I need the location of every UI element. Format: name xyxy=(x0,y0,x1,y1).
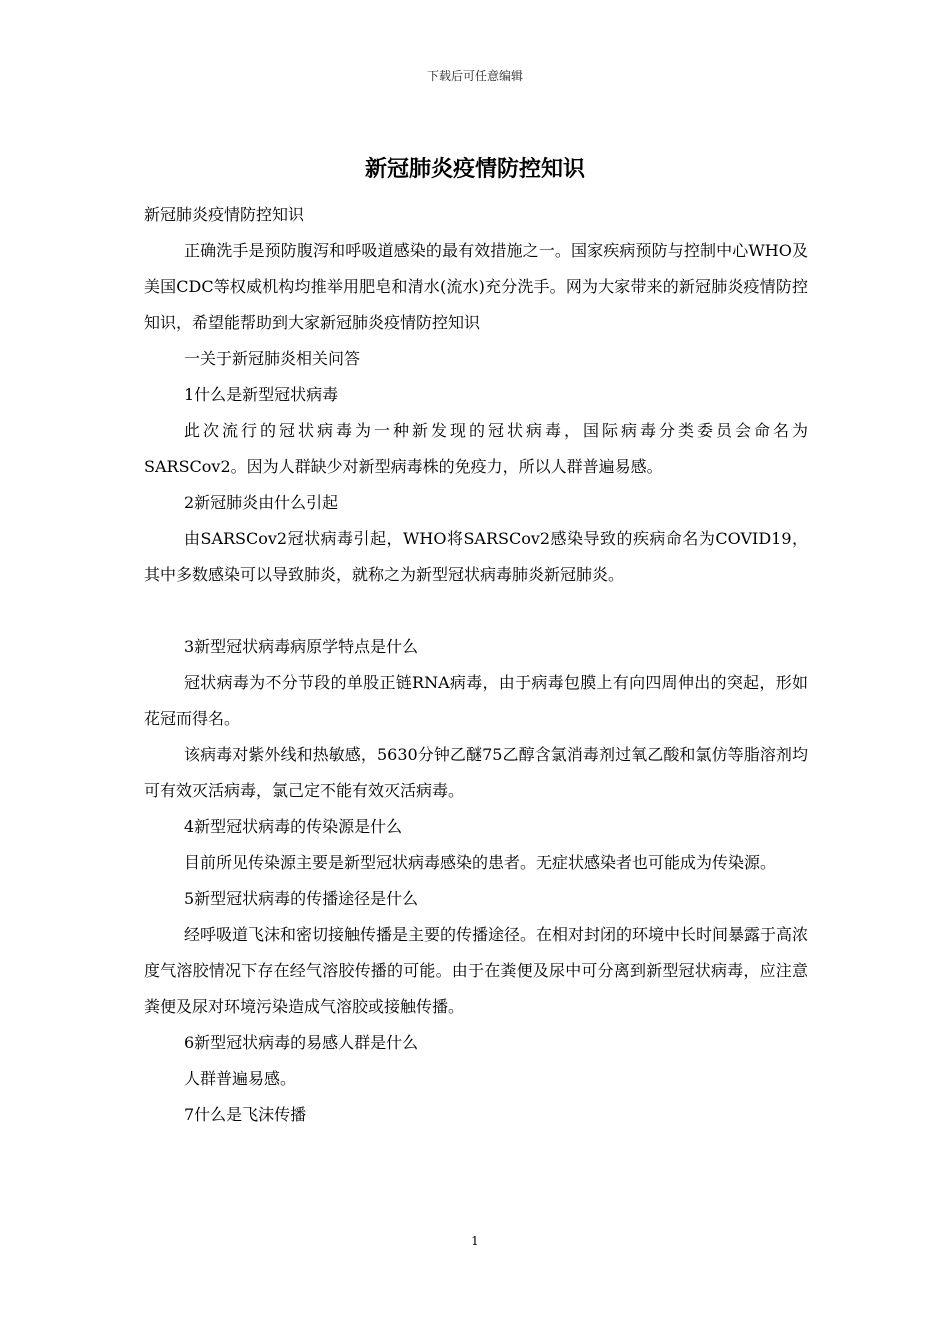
question-heading: 1什么是新型冠状病毒 xyxy=(184,385,339,404)
body-paragraph: 正确洗手是预防腹泻和呼吸道感染的最有效措施之一。国家疾病预防与控制中心WHO及美国CDC等权威机构均推举用肥皂和清水(流水)充分洗手。网为大家带来的新冠肺炎疫情防控知识，希望能帮助到大家新冠肺炎疫情防控知识 xyxy=(144,241,808,332)
body-paragraph: 此次流行的冠状病毒为一种新发现的冠状病毒，国际病毒分类委员会命名为SARSCov2。因为人群缺少对新型病毒株的免疫力，所以人群普遍易感。 xyxy=(144,421,808,476)
body-paragraph: 经呼吸道飞沫和密切接触传播是主要的传播途径。在相对封闭的环境中长时间暴露于高浓度气溶胶情况下存在经气溶胶传播的可能。由于在粪便及尿中可分离到新型冠状病毒，应注意粪便及尿对环境污染造成气溶胶或接触传播。 xyxy=(144,925,809,1016)
body-paragraph: 由SARSCov2冠状病毒引起，WHO将SARSCov2感染导致的疾病命名为COVID19，其中多数感染可以导致肺炎，就称之为新型冠状病毒肺炎新冠肺炎。 xyxy=(144,529,808,584)
document-body xyxy=(144,197,808,1133)
body-paragraph: 目前所见传染源主要是新型冠状病毒感染的患者。无症状感染者也可能成为传染源。 xyxy=(184,853,777,872)
question-heading: 7什么是飞沫传播 xyxy=(184,1105,307,1124)
body-paragraph: 人群普遍易感。 xyxy=(184,1069,297,1088)
body-paragraph: 该病毒对紫外线和热敏感，5630分钟乙醚75乙醇含氯消毒剂过氧乙酸和氯仿等脂溶剂均可有效灭活病毒，氯己定不能有效灭活病毒。 xyxy=(144,745,808,800)
question-heading: 2新冠肺炎由什么引起 xyxy=(184,493,339,512)
question-heading: 5新型冠状病毒的传播途径是什么 xyxy=(184,889,419,908)
subtitle-paragraph: 新冠肺炎疫情防控知识 xyxy=(144,205,305,224)
question-heading: 4新型冠状病毒的传染源是什么 xyxy=(184,817,403,836)
page-header: 下载后可任意编辑 xyxy=(426,69,523,83)
question-heading: 3新型冠状病毒病原学特点是什么 xyxy=(184,637,419,656)
document-title: 新冠肺炎疫情防控知识 xyxy=(364,157,585,182)
section-heading: 一关于新冠肺炎相关问答 xyxy=(184,349,361,368)
blank-line xyxy=(144,593,808,629)
page-number: 1 xyxy=(471,1234,479,1248)
body-paragraph: 冠状病毒为不分节段的单股正链RNA病毒，由于病毒包膜上有向四周伸出的突起，形如花冠而得名。 xyxy=(144,673,808,728)
question-heading: 6新型冠状病毒的易感人群是什么 xyxy=(184,1033,419,1052)
